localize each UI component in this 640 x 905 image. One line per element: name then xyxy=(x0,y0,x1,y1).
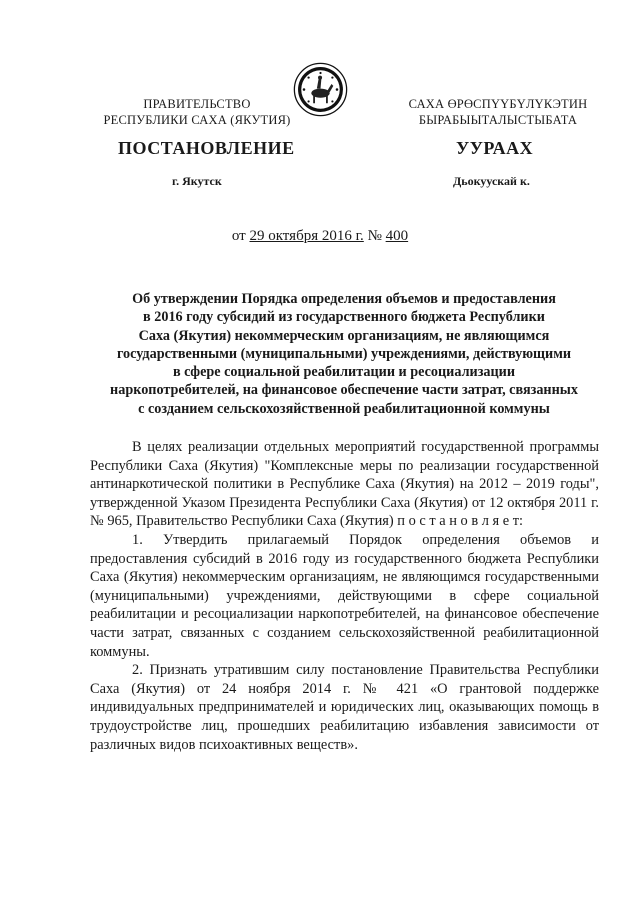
issuer-sah-line-1: САХА ӨРӨСПҮҮБҮЛҮКЭТИН xyxy=(408,97,588,111)
issuer-ru-line-1: ПРАВИТЕЛЬСТВО xyxy=(143,97,251,111)
title-line: Об утверждении Порядка определения объемов и предоставления xyxy=(132,291,556,307)
city-sah: Дьокуускай к. xyxy=(453,174,530,188)
decree-body xyxy=(90,438,599,754)
title-line: в 2016 году субсидий из государственного бюджета Республики xyxy=(143,309,545,326)
doc-type-ru: ПОСТАНОВЛЕНИЕ xyxy=(118,138,295,158)
preamble-paragraph: В целях реализации отдельных мероприятий государственной программы Республики Саха (Якутия) "Комплексные меры по реализации государственной антинаркотической политики в Республике Саха (Якутия) на 2012 – 2019 годы", утвержденной Указом Президента Республики Саха (Якутия) от 12 октября 2011 г. № 965, Правительство Республики Саха (Якутия) п о с т а н о в л я е т: xyxy=(90,439,599,530)
doc-type-sah: УУРААХ xyxy=(456,138,534,158)
issuer-ru xyxy=(92,96,302,128)
title-line: в сфере социальной реабилитации и ресоциализации xyxy=(172,364,516,381)
issuer-sah xyxy=(388,96,608,128)
title-line: государственными (муниципальными) учреждениями, действующими xyxy=(116,345,572,362)
decree-number: 400 xyxy=(385,228,409,244)
issuer-ru-line-2: РЕСПУБЛИКИ САХА (ЯКУТИЯ) xyxy=(103,113,291,127)
title-line: наркопотребителей, на финансовое обеспечение части затрат, связанных xyxy=(110,382,578,399)
clause-1-paragraph: 1. Утвердить прилагаемый Порядок определения объемов и предоставления субсидий в 2016 году из государственного бюджета Республики Саха (Якутия) некоммерческим организациям, не являющимся государственными (муниципальными) учреждениями, действующими в сфере социальной реабилитации и ресоциализации наркопотребителей, на финансовое обеспечение части затрат, связанных с созданием сельскохозяйственной реабилитационной коммуны. xyxy=(90,531,599,660)
decree-title xyxy=(86,290,602,418)
date-prefix: от xyxy=(231,228,246,244)
decree-date: 29 октября 2016 г. xyxy=(249,228,364,244)
title-line: с созданием сельскохозяйственной реабилитационной коммуны xyxy=(138,400,550,417)
date-number-line xyxy=(0,228,640,245)
issuer-sah-line-2: БЫРАБЫЫТАЛЫСТЫБАТА xyxy=(418,113,578,127)
title-line: Саха (Якутия) некоммерческим организациям, не являющимся xyxy=(138,327,550,344)
city-ru: г. Якутск xyxy=(172,174,222,188)
number-sign: № xyxy=(367,228,382,244)
clause-2-paragraph: 2. Признать утратившим силу постановление Правительства Республики Саха (Якутия) от 24 ноября 2014 г. № 421 «О грантовой поддержке индивидуальных предпринимателей и юридических лиц, оказывающих помощь в трудоустройстве лиц, прошедших реабилитацию избавления зависимости от различных видов психоактивных веществ». xyxy=(90,662,599,753)
